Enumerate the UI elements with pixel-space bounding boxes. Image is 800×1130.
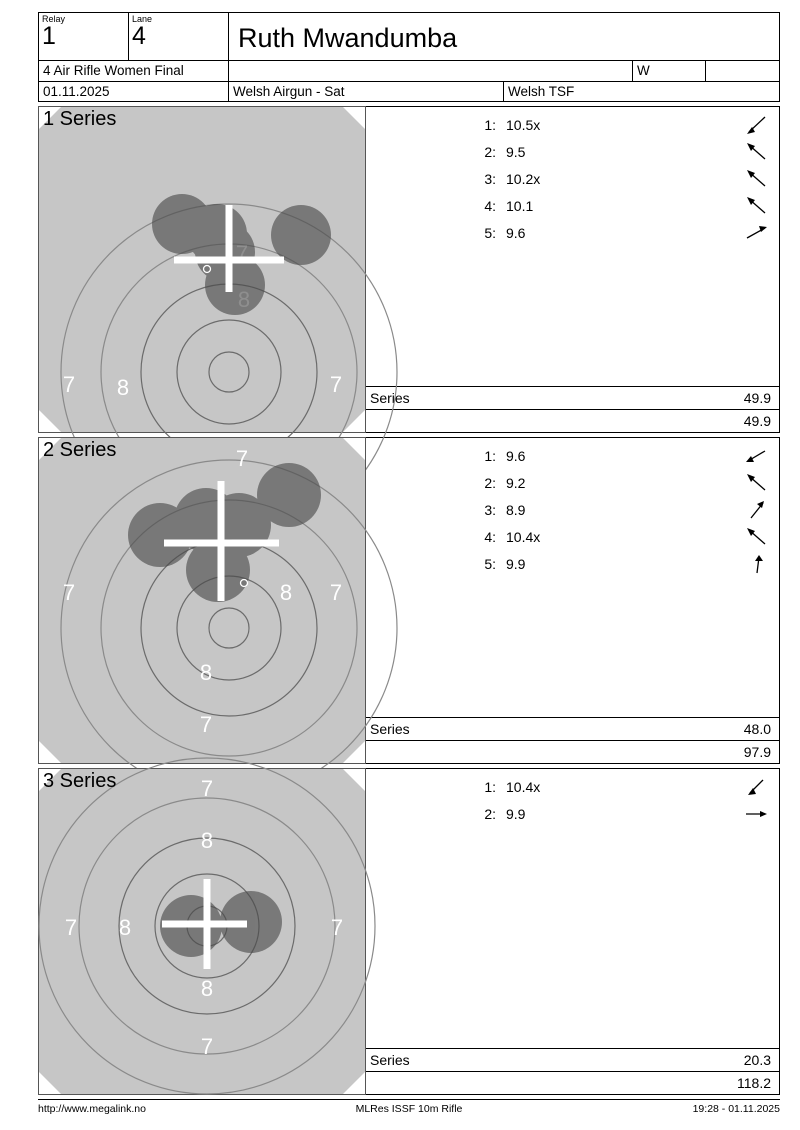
series-block [38, 768, 780, 1095]
svg-text:7: 7 [329, 580, 343, 605]
shot-direction-arrow-icon [616, 523, 779, 550]
shot-index: 1: [484, 778, 496, 795]
shot-direction-arrow-icon [616, 550, 779, 577]
shot-direction-arrow-icon [616, 469, 779, 496]
footer-printed-timestamp: 19:28 - 01.11.2025 [692, 1103, 780, 1115]
shot-direction-arrow-icon [616, 496, 779, 523]
shot-value: 9.2 [506, 474, 526, 491]
svg-text:7: 7 [200, 1034, 214, 1059]
svg-text:7: 7 [62, 372, 76, 397]
shot-row [366, 442, 779, 469]
shot-rows [366, 769, 779, 1048]
club-name: Welsh TSF [508, 84, 575, 99]
shot-row [366, 192, 779, 219]
svg-text:8: 8 [118, 915, 132, 940]
shot-list-pane [366, 437, 780, 764]
shot-row [366, 773, 779, 800]
shot-index: 4: [484, 528, 496, 545]
series-title: 1 Series [43, 108, 117, 130]
shot-row [366, 523, 779, 550]
svg-text:7: 7 [62, 580, 76, 605]
shot-value: 9.5 [506, 143, 526, 160]
shot-row [366, 111, 779, 138]
shot-index: 1: [484, 116, 496, 133]
shot-value: 10.2x [506, 170, 541, 187]
svg-text:8: 8 [116, 375, 130, 400]
series-total-value: 49.9 [743, 390, 771, 406]
class-cell: W [633, 61, 706, 81]
shot-row [366, 138, 779, 165]
series-block [38, 437, 780, 764]
shot-row [366, 219, 779, 246]
series-title: 3 Series [43, 770, 117, 792]
target-face [38, 106, 366, 433]
shot-value: 10.5x [506, 116, 541, 133]
running-total-row [366, 740, 779, 763]
running-total-value: 97.9 [743, 744, 771, 760]
svg-text:8: 8 [200, 976, 214, 1001]
running-total-row [366, 409, 779, 432]
scorecard-sheet [38, 12, 780, 1095]
lane-value: 4 [132, 22, 146, 50]
shot-rows [366, 438, 779, 717]
series-total-row [366, 717, 779, 740]
shot-index: 2: [484, 805, 496, 822]
relay-value: 1 [42, 22, 56, 50]
shot-index: 2: [484, 143, 496, 160]
shot-row [366, 800, 779, 827]
footer-url: http://www.megalink.no [38, 1103, 146, 1115]
header-tail-cell [706, 61, 779, 81]
header-top-row [38, 12, 780, 60]
shot-value: 10.4x [506, 528, 541, 545]
series-total-label: Series [370, 390, 410, 406]
shot-direction-arrow-icon [616, 442, 779, 469]
series-total-label: Series [370, 721, 410, 737]
page-footer [38, 1099, 780, 1115]
svg-text:7: 7 [64, 915, 78, 940]
header-event-row [38, 60, 780, 81]
svg-text:7: 7 [235, 446, 249, 471]
shot-row [366, 496, 779, 523]
svg-text:7: 7 [329, 372, 343, 397]
svg-text:7: 7 [200, 776, 214, 801]
series-total-value: 48.0 [743, 721, 771, 737]
shot-index: 3: [484, 170, 496, 187]
athlete-cell [229, 13, 779, 60]
shot-index: 5: [484, 555, 496, 572]
svg-text:8: 8 [279, 580, 293, 605]
shot-rows [366, 107, 779, 386]
svg-text:8: 8 [200, 828, 214, 853]
range-name: Welsh Airgun - Sat [229, 82, 504, 101]
shot-value: 9.9 [506, 805, 526, 822]
series-total-value: 20.3 [743, 1052, 771, 1068]
shot-index: 2: [484, 474, 496, 491]
footer-program: MLRes ISSF 10m Rifle [355, 1103, 463, 1115]
target-rings-svg [39, 107, 367, 434]
shot-value: 9.6 [506, 224, 526, 241]
event-name: 4 Air Rifle Women Final [39, 61, 229, 81]
svg-text:7: 7 [199, 712, 213, 737]
target-rings-svg [39, 769, 367, 1096]
svg-text:7: 7 [330, 915, 344, 940]
shot-direction-arrow-icon [616, 165, 779, 192]
shot-index: 1: [484, 447, 496, 464]
target-rings-svg [39, 438, 367, 765]
relay-label: Relay [42, 14, 66, 24]
target-face [38, 437, 366, 764]
shot-row [366, 165, 779, 192]
series-total-row [366, 386, 779, 409]
shot-index: 4: [484, 197, 496, 214]
event-blank-cell [229, 61, 633, 81]
shot-direction-arrow-icon [616, 111, 779, 138]
series-total-label: Series [370, 1052, 410, 1068]
series-block [38, 106, 780, 433]
running-total-value: 118.2 [737, 1075, 771, 1091]
running-total-row [366, 1071, 779, 1094]
shot-index: 5: [484, 224, 496, 241]
svg-text:8: 8 [199, 660, 213, 685]
shot-direction-arrow-icon [616, 138, 779, 165]
lane-cell [129, 13, 229, 60]
lane-label: Lane [132, 14, 153, 24]
shot-list-pane [366, 106, 780, 433]
shot-list-pane [366, 768, 780, 1095]
shot-row [366, 550, 779, 577]
shot-row [366, 469, 779, 496]
shot-direction-arrow-icon [616, 773, 779, 800]
shot-value: 8.9 [506, 501, 526, 518]
relay-cell [39, 13, 129, 60]
header-date-row [38, 81, 780, 102]
target-face [38, 768, 366, 1095]
shot-value: 9.9 [506, 555, 526, 572]
match-date: 01.11.2025 [39, 82, 229, 101]
series-total-row [366, 1048, 779, 1071]
shot-value: 10.1 [506, 197, 534, 214]
athlete-name: Ruth Mwandumba [238, 23, 458, 53]
running-total-value: 49.9 [743, 413, 771, 429]
shot-index: 3: [484, 501, 496, 518]
shot-direction-arrow-icon [616, 192, 779, 219]
shot-direction-arrow-icon [616, 800, 779, 827]
shot-value: 9.6 [506, 447, 526, 464]
shot-value: 10.4x [506, 778, 541, 795]
shot-direction-arrow-icon [616, 219, 779, 246]
series-title: 2 Series [43, 439, 117, 461]
